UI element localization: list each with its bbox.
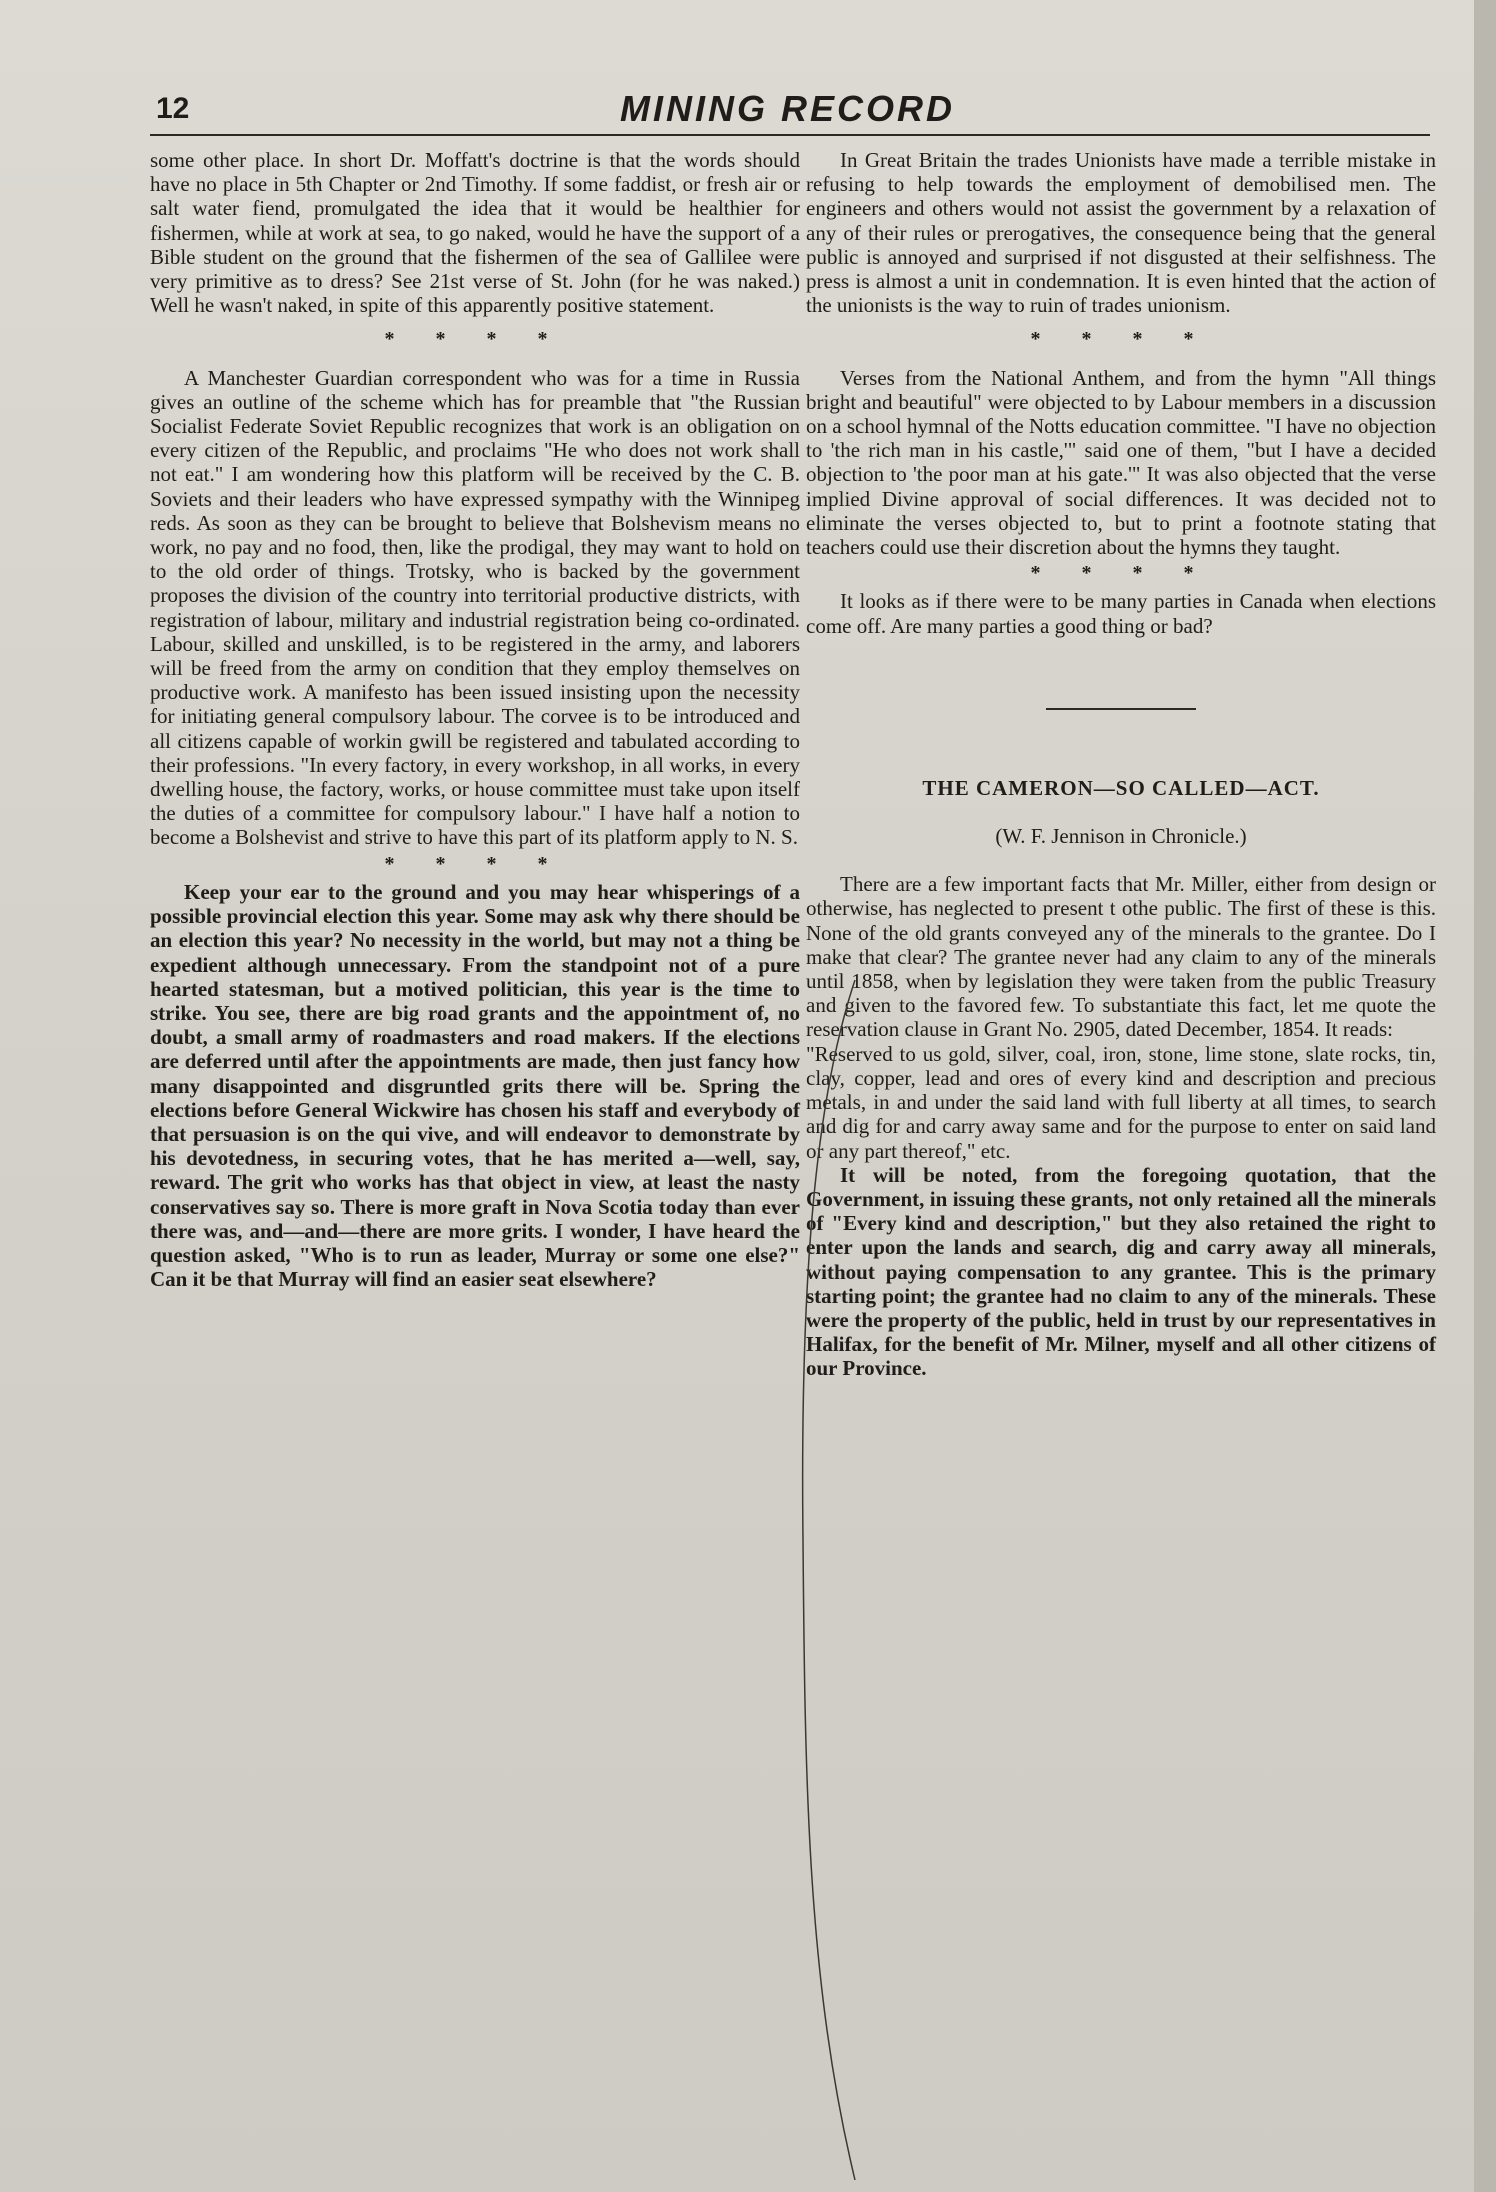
right-paragraph-1: In Great Britain the trades Unionists have made a terrible mistake in refusing to help towards the employment of demobilised men. The engineers and others would not assist the government by a relaxation of any of their rules or prerogatives, the consequence being that the general public is annoyed and surprised if not disgusted at their selfishness. The press is almost a unit in condemnation. It is even hinted that the action of the unionists is the way to ruin of trades unionism. xyxy=(806,148,1436,318)
section-separator: * * * * xyxy=(384,852,566,875)
left-paragraph-3: Keep your ear to the ground and you may hear whisperings of a possible provincial election this year. Some may ask why there should be an election this year? No necessity in the world, but may not a thing be expedient although unnecessary. From the standpoint not of a pure hearted statesman, but a motived politician, this year is the time to strike. You see, there are big road grants and the appointment of, no doubt, a small army of roadmasters and road makers. If the elections are deferred until after the appointments are made, then just fancy how many disappointed and disgruntled grits there will be. Spring the elections before General Wickwire has chosen his staff and everybody of that persuasion is on the qui vive, and will endeavor to demonstrate by his devotedness, in securing votes, that he has merited a—well, say, reward. The grit who works has that object in view, at least the nasty conservatives say so. There is more graft in Nova Scotia today than ever there was, and—and—there are more grits. I wonder, I have heard the question asked, "Who is to run as leader, Murray or some one else?" Can it be that Murray will find an easier seat elsewhere? xyxy=(150,879,800,1292)
article-byline: (W. F. Jennison in Chronicle.) xyxy=(995,824,1247,849)
section-separator: * * * * xyxy=(384,328,566,351)
masthead: MINING RECORD xyxy=(620,88,955,129)
page-header xyxy=(150,88,1430,136)
page-edge xyxy=(1474,0,1496,2192)
article-title: THE CAMERON—SO CALLED—ACT. xyxy=(922,775,1320,800)
right-paragraph-3: It looks as if there were to be many parties in Canada when elections come off. Are many parties a good thing or bad? xyxy=(806,589,1436,638)
right-column xyxy=(806,148,1436,1381)
article-divider xyxy=(1046,708,1196,710)
left-paragraph-2: A Manchester Guardian correspondent who was for a time in Russia gives an outline of the scheme which has for preamble that "the Russian Socialist Federate Soviet Republic recognizes that work is an obligation on every citizen of the Republic, and proclaims "He who does not work shall not eat." I am wondering how this platform will be received by the C. B. Soviets and their leaders who have expressed sympathy with the Winnipeg reds. As soon as they can be brought to believe that Bolshevism means no work, no pay and no food, then, like the prodigal, they may want to hold on to the old order of things. Trotsky, who is backed by the government proposes the division of the country into territorial productive districts, with registration of labour, military and industrial registration being co-ordinated. Labour, skilled and unskilled, is to be registered in the army, and laborers will be freed from the army on condition that they employ themselves on productive work. A manifesto has been issued insisting upon the necessity for initiating general compulsory labour. The corvee is to be introduced and all citizens capable of workin gwill be registered and tabulated according to their professions. "In every factory, in every workshop, in all works, in every dwelling house, the factory, works, or house committee must take upon itself the duties of a committee for compulsory labour." I have half a notion to become a Bolshevist and strive to have this part of its platform apply to N. S. xyxy=(150,365,800,850)
left-column xyxy=(150,148,800,1291)
article-paragraph-1: There are a few important facts that Mr. Miller, either from design or otherwise, has neglected to present t othe public. The first of these is this. None of the old grants conveyed any of the minerals to the grantee. Do I make that clear? The grantee never had any claim to any of the minerals until 1858, when by legislation they were taken from the public Treasury and given to the favored few. To substantiate this fact, let me quote the reservation clause in Grant No. 2905, dated December, 1854. It reads: xyxy=(806,872,1436,1042)
page-number: 12 xyxy=(156,92,190,125)
left-paragraph-1: some other place. In short Dr. Moffatt's doctrine is that the words should have no place in 5th Chapter or 2nd Timothy. If some faddist, or fresh air or salt water fiend, promulgated the idea that it would be healthier for fishermen, while at work at sea, to go naked, would he have the support of a Bible student on the ground that the fishermen of the sea of Gallilee were very primitive as to dress? See 21st verse of St. John (for he was naked.) Well he wasn't naked, in spite of this apparently positive statement. xyxy=(150,148,800,318)
section-separator: * * * * xyxy=(1030,562,1212,585)
article-paragraph-2: It will be noted, from the foregoing quotation, that the Government, in issuing these grants, not only retained all the minerals of "Every kind and description," but they also retained the right to enter upon the lands and search, dig and carry away all minerals, without paying compensation to any grantee. This is the primary starting point; the grantee had no claim to any of the minerals. These were the property of the public, held in trust by our representatives in Halifax, for the benefit of Mr. Milner, myself and all other citizens of our Province. xyxy=(806,1162,1436,1381)
right-paragraph-2: Verses from the National Anthem, and from the hymn "All things bright and beautiful" were objected to by Labour members in a discussion on a school hymnal of the Notts education committee. "I have no objection to 'the rich man in his castle,'" said one of them, "but I have a decided objection to 'the poor man at his gate.'" It was also objected that the verse implied Divine approval of social differences. It was decided not to eliminate the verses objected to, but to print a footnote stating that teachers could use their discretion about the hymns they taught. xyxy=(806,365,1436,560)
section-separator: * * * * xyxy=(1030,328,1212,351)
article-quote: "Reserved to us gold, silver, coal, iron, stone, lime stone, slate rocks, tin, clay, copper, lead and ores of every kind and description and precious metals, in and under the said land with full liberty at all times, to search and dig for and carry away same and for the purpose to enter on said land or any part thereof," etc. xyxy=(806,1041,1436,1163)
